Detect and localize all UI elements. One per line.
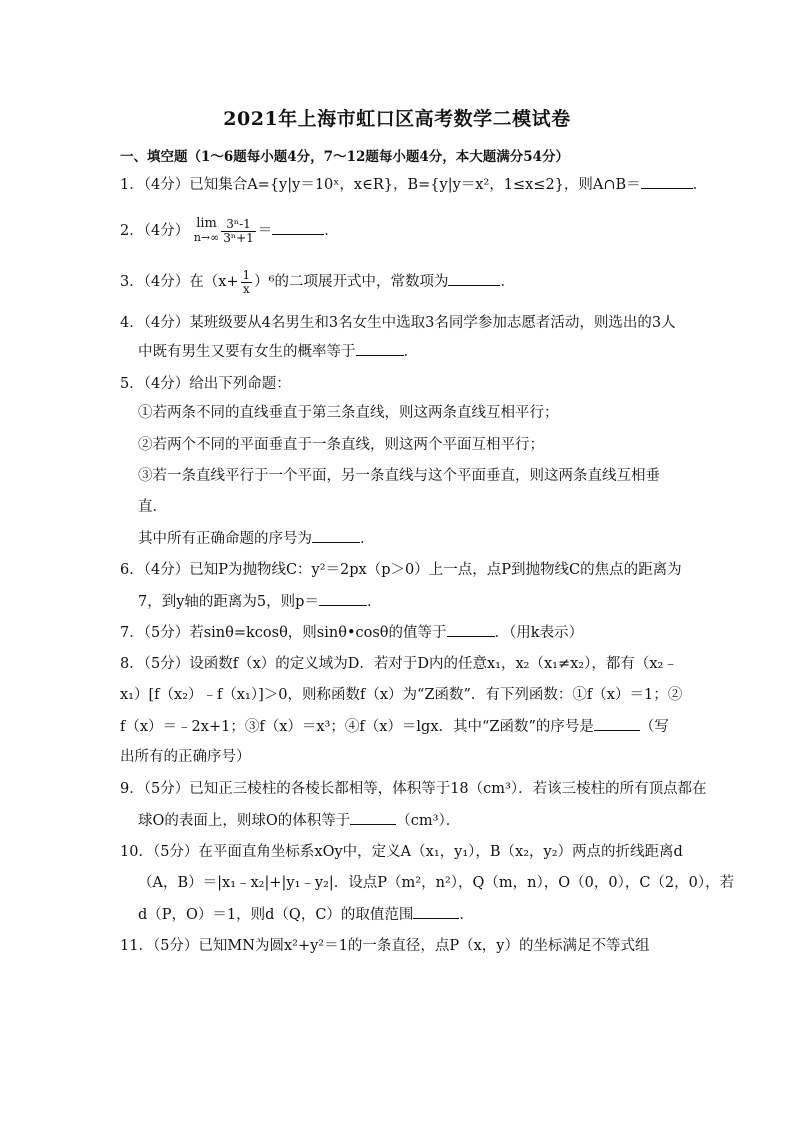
q6-end: ． [366, 594, 382, 610]
question-6-line-1: 6．（4分）已知P为抛物线C：y²＝2px（p＞0）上一点，点P到抛物线C的焦点的距离为 [120, 562, 682, 578]
question-5-line-3: ②若两个不同的平面垂直于一条直线，则这两个平面互相平行； [138, 437, 544, 453]
question-4-line-2 [138, 341, 418, 362]
q8-text-end: （写 [639, 719, 669, 735]
q4-end: ． [403, 344, 418, 360]
q5-text: 其中所有正确命题的序号为 [138, 531, 312, 547]
question-7 [120, 622, 583, 643]
section-heading: 一、填空题（1～6题每小题4分，7～12题每小题4分，本大题满分54分） [120, 149, 570, 165]
q9-end: （cm³）． [396, 813, 461, 829]
q4-answer-blank[interactable] [356, 341, 404, 356]
q1-number: 1．（4分）已知集合 [120, 177, 248, 193]
q3-pre: 3．（4分）在（x+ [120, 274, 239, 290]
question-10-line-2: （A，B）＝|x₁﹣x₂|+|y₁﹣y₂|．设点P（m²，n²），Q（m，n），O（0，0），C（2，0），若 [138, 875, 735, 891]
q2-eq: ＝ [257, 223, 273, 239]
question-11-line-1: 11．（5分）已知MN为圆x²+y²＝1的一条直径，点P（x，y）的坐标满足不等式组 [120, 938, 650, 954]
q3-frac-den: x [242, 281, 250, 296]
q10-end: ． [459, 907, 474, 923]
question-4-line-1: 4．（4分）某班级要从4名男生和3名女生中选取3名同学参加志愿者活动，则选出的3人 [120, 315, 676, 331]
q7-end: ．（用k表示） [494, 625, 584, 641]
q9-text: 球O的表面上，则球O的体积等于 [138, 813, 351, 829]
question-5-line-4: ③若一条直线平行于一个平面，另一条直线与这个平面垂直，则这两条直线互相垂 [138, 468, 660, 484]
question-2 [120, 216, 339, 246]
q2-lim-word: lim [196, 216, 217, 231]
q6-answer-blank[interactable] [319, 591, 367, 606]
question-5-line-6 [138, 528, 375, 549]
question-8-line-3 [120, 716, 669, 737]
q7-answer-blank[interactable] [447, 622, 495, 637]
q3-frac-num: 1 [242, 267, 251, 282]
q10-answer-blank[interactable] [413, 904, 459, 919]
question-6-line-2 [138, 591, 381, 612]
q4-text: 中既有男生又要有女生的概率等于 [138, 344, 356, 360]
q2-frac-num: 3ⁿ-1 [221, 218, 256, 232]
question-8-line-2: x₁）[f（x₂）﹣f（x₁）]＞0，则称函数f（x）为“Z函数”．有下列函数：①f（x）＝1；② [120, 687, 683, 703]
q1-text: A={y|y＝10ˣ，x∈R}，B={y|y＝x²，1≤x≤2}，则A∩B＝ [247, 177, 641, 193]
q9-answer-blank[interactable] [350, 810, 396, 825]
question-1 [120, 174, 707, 195]
question-5-line-5: 直． [138, 499, 167, 515]
question-8-line-1: 8．（5分）设函数f（x）的定义域为D．若对于D内的任意x₁，x₂（x₁≠x₂），都有（x₂﹣ [120, 656, 678, 672]
q2-limit [194, 217, 219, 245]
q2-frac-den: 3ⁿ+1 [223, 230, 254, 245]
q10-text: d（P，O）＝1，则d（Q，C）的取值范围 [138, 907, 414, 923]
q2-end: ． [324, 223, 339, 239]
q1-end: ． [692, 177, 708, 193]
q1-answer-blank[interactable] [641, 174, 693, 189]
q3-fraction [241, 269, 253, 296]
q7-text: 7．（5分）若sinθ=kcosθ，则sinθ•cosθ的值等于 [120, 625, 447, 641]
question-8-line-4: 出所有的正确序号） [120, 749, 251, 765]
q8-answer-blank[interactable] [594, 716, 640, 731]
question-5-line-1: 5．（4分）给出下列命题： [120, 376, 291, 392]
q5-end: ． [360, 531, 375, 547]
question-3 [120, 268, 515, 296]
q6-text: 7，到y轴的距离为5，则p＝ [138, 594, 319, 610]
q5-answer-blank[interactable] [312, 528, 360, 543]
q2-fraction [221, 218, 256, 245]
q3-answer-blank[interactable] [448, 271, 500, 286]
question-5-line-2: ①若两条不同的直线垂直于第三条直线，则这两条直线互相平行； [138, 405, 559, 421]
q2-lim-sub: n→∞ [193, 231, 220, 244]
q3-end: ． [500, 274, 515, 290]
question-9-line-1: 9．（5分）已知正三棱柱的各棱长都相等，体积等于18（cm³）．若该三棱柱的所有顶点都在 [120, 781, 707, 797]
q2-number: 2．（4分） [120, 223, 190, 239]
q3-post: ）⁶的二项展开式中，常数项为 [254, 274, 449, 290]
question-9-line-2 [138, 810, 460, 831]
q2-answer-blank[interactable] [272, 220, 324, 235]
exam-title: 2021年上海市虹口区高考数学二模试卷 [223, 108, 571, 130]
question-10-line-1: 10．（5分）在平面直角坐标系xOy中，定义A（x₁，y₁），B（x₂，y₂）两点的折线距离d [120, 844, 683, 860]
question-10-line-3 [138, 904, 474, 925]
q8-text: f（x）＝﹣2x+1；③f（x）＝x³；④f（x）＝lgx．其中“Z函数”的序号是 [120, 719, 594, 735]
